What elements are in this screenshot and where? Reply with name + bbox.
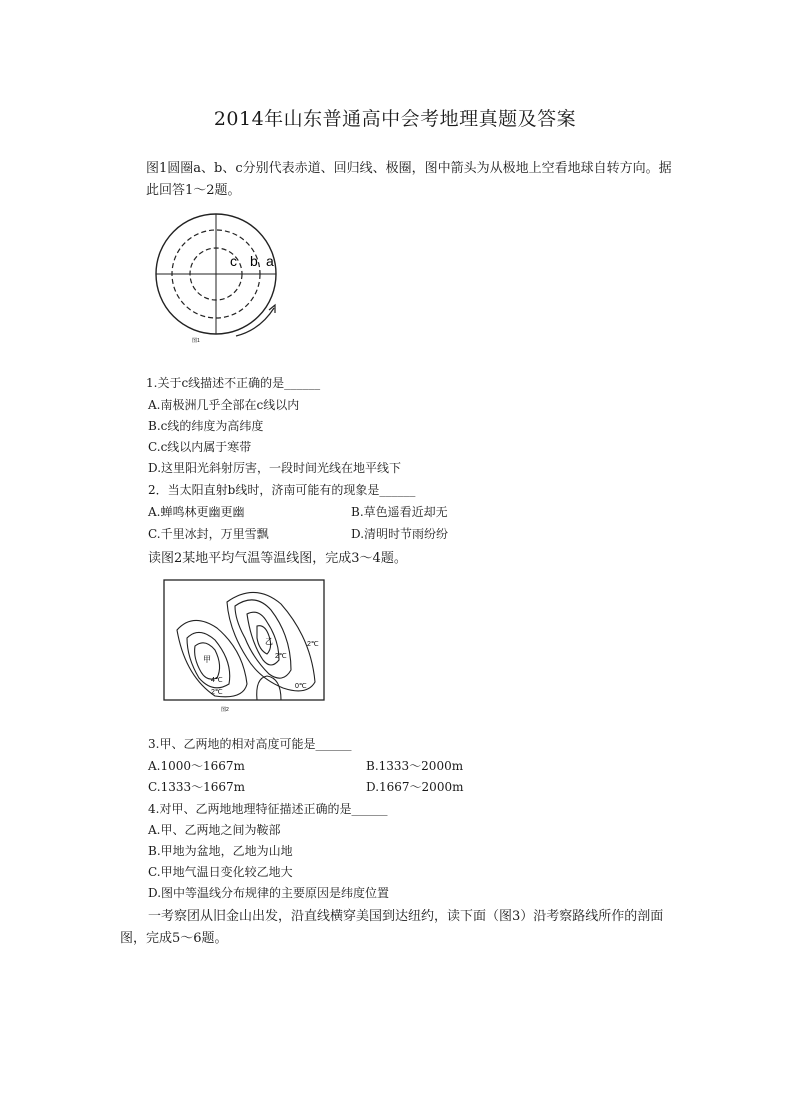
question-2-stem: 2．当太阳直射b线时，济南可能有的现象是______ — [148, 483, 416, 497]
intro-text-3: 一考察团从旧金山出发，沿直线横穿美国到达纽约，读下面（图3）沿考察路线所作的剖面图，完成5～6题。 — [120, 909, 664, 946]
q2-option-a: A.蝉鸣林更幽更幽 — [148, 505, 245, 519]
label-4c: 4℃ — [211, 677, 223, 684]
q1-option-d: D.这里阳光斜射厉害，一段时间光线在地平线下 — [148, 461, 402, 475]
label-b: b — [250, 253, 258, 269]
q4-option-b: B.甲地为盆地，乙地为山地 — [148, 844, 293, 858]
q4-option-a: A.甲、乙两地之间为鞍部 — [148, 823, 281, 837]
question-3-stem: 3.甲、乙两地的相对高度可能是______ — [148, 737, 352, 751]
question-1-stem: 1.关于c线描述不正确的是______ — [146, 376, 321, 390]
label-2c-left: 2℃ — [211, 689, 223, 696]
intro-text-2: 读图2某地平均气温等温线图，完成3～4题。 — [148, 551, 407, 566]
q3-option-a: A.1000～1667m — [148, 759, 245, 773]
label-jia: 甲 — [203, 655, 211, 664]
q1-option-c: C.c线以内属于寒带 — [148, 440, 252, 454]
q2-option-c: C.千里冰封，万里雪飘 — [148, 527, 269, 541]
q4-option-d: D.图中等温线分布规律的主要原因是纬度位置 — [148, 886, 390, 900]
page-title: 2014年山东普通高中会考地理真题及答案 — [213, 108, 577, 130]
intro-text-1: 图1圆圈a、b、c分别代表赤道、回归线、极圈，图中箭头为从极地上空看地球自转方向。据此回答1～2题。 — [146, 161, 672, 198]
figure-2-caption: 图2 — [221, 707, 229, 713]
q3-option-b: B.1333～2000m — [366, 759, 464, 773]
label-2c-right: 2℃ — [307, 641, 319, 648]
label-a: a — [266, 253, 274, 269]
figure-1-circles — [150, 212, 290, 348]
label-yi: 乙 — [265, 637, 273, 646]
label-2c-mid: 2℃ — [275, 653, 287, 660]
q4-option-c: C.甲地气温日变化较乙地大 — [148, 865, 293, 879]
q3-option-d: D.1667～2000m — [366, 780, 464, 794]
q2-option-d: D.清明时节雨纷纷 — [351, 527, 449, 541]
q3-option-c: C.1333～1667m — [148, 780, 246, 794]
label-c: c — [230, 253, 237, 269]
q2-option-b: B.草色遥看近却无 — [351, 505, 448, 519]
q1-option-b: B.c线的纬度为高纬度 — [148, 419, 264, 433]
q1-option-a: A.南极洲几乎全部在c线以内 — [148, 398, 300, 412]
label-0c: 0℃ — [295, 683, 307, 690]
figure-2-isotherm-map — [163, 578, 327, 718]
question-4-stem: 4.对甲、乙两地地理特征描述正确的是______ — [148, 802, 388, 816]
figure-1-caption: 图1 — [192, 338, 200, 344]
